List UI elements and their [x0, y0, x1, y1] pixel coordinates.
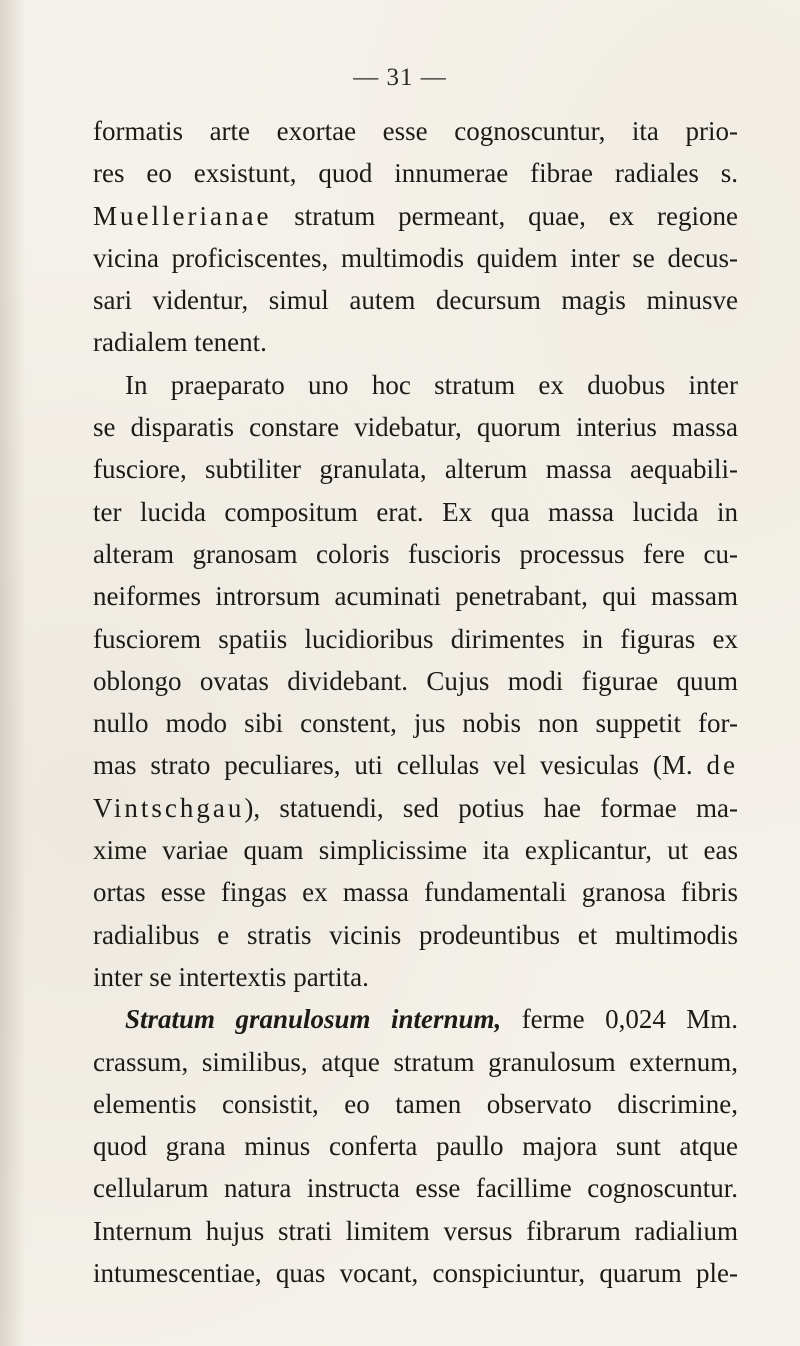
- text-fragment: ), statuendi, sed potius hae formae ma-: [244, 792, 738, 823]
- text-line: crassum, similibus, atque stratum granulosum externum,: [93, 1046, 738, 1077]
- text-line: formatis arte exortae esse cognoscuntur, ita prio-: [93, 116, 738, 146]
- text-line: [93, 998, 738, 1040]
- text-line: [93, 787, 738, 829]
- text-line: quod grana minus conferta paullo majora sunt atque: [93, 1131, 738, 1162]
- text-line: fusciorem spatiis lucidioribus dirimentes in figuras ex: [93, 623, 738, 654]
- text-line: [93, 195, 738, 237]
- text-line: neiformes introrsum acuminati penetrabant, qui massam: [93, 581, 738, 612]
- text-line: oblongo ovatas dividebant. Cujus modi figurae quum: [93, 665, 738, 696]
- text-line: elementis consistit, eo tamen observato discrimine,: [93, 1088, 738, 1119]
- text-line: fusciore, subtiliter granulata, alterum massa aequabili-: [93, 454, 738, 485]
- author-name-de: de: [706, 750, 738, 781]
- section-heading-stratum-granulosum-internum: Stratum granulosum internum,: [125, 1004, 502, 1035]
- text-line: radialem tenent.: [93, 327, 267, 358]
- page-number: — 31 —: [353, 64, 447, 91]
- author-name-vintschgau: Vintschgau: [93, 792, 245, 823]
- text-line: radialibus e stratis vicinis prodeuntibus et multimodis: [93, 919, 738, 950]
- text-line: vicina proficiscentes, multimodis quidem inter se decus-: [93, 242, 738, 273]
- text-line: inter se intertextis partita.: [93, 961, 369, 992]
- text-line: intumescentiae, quas vocant, conspiciuntur, quarum ple-: [93, 1258, 738, 1289]
- binding-shadow: [0, 0, 26, 1346]
- text-line: sari videntur, simul autem decursum magis minusve: [93, 285, 738, 316]
- text-line: Internum hujus strati limitem versus fibrarum radialium: [93, 1215, 738, 1246]
- text-line: se disparatis constare videbatur, quorum interius massa: [93, 412, 738, 443]
- text-line: ter lucida compositum erat. Ex qua massa lucida in: [93, 496, 738, 527]
- text-line: xime variae quam simplicissime ita explicantur, ut eas: [93, 835, 738, 866]
- text-line: ortas esse fingas ex massa fundamentali granosa fibris: [93, 877, 738, 908]
- text-fragment: stratum permeant, quae, ex regione: [271, 200, 738, 231]
- text-fragment: mas strato peculiares, uti cellulas vel vesiculas (M.: [93, 750, 707, 781]
- text-line: res eo exsistunt, quod innumerae fibrae radiales s.: [93, 158, 738, 189]
- author-name-muelleriana: Muellerianae: [93, 200, 272, 231]
- text-line: alteram granosam coloris fuscioris processus fere cu-: [93, 538, 738, 569]
- body-text: [93, 110, 738, 1294]
- text-line: cellularum natura instructa esse facillime cognoscuntur.: [93, 1173, 738, 1204]
- text-line: nullo modo sibi constent, jus nobis non suppetit for-: [93, 708, 738, 739]
- text-line: [93, 744, 738, 786]
- text-fragment: ferme 0,024 Mm.: [501, 1004, 738, 1035]
- text-line: In praeparato uno hoc stratum ex duobus inter: [125, 369, 738, 400]
